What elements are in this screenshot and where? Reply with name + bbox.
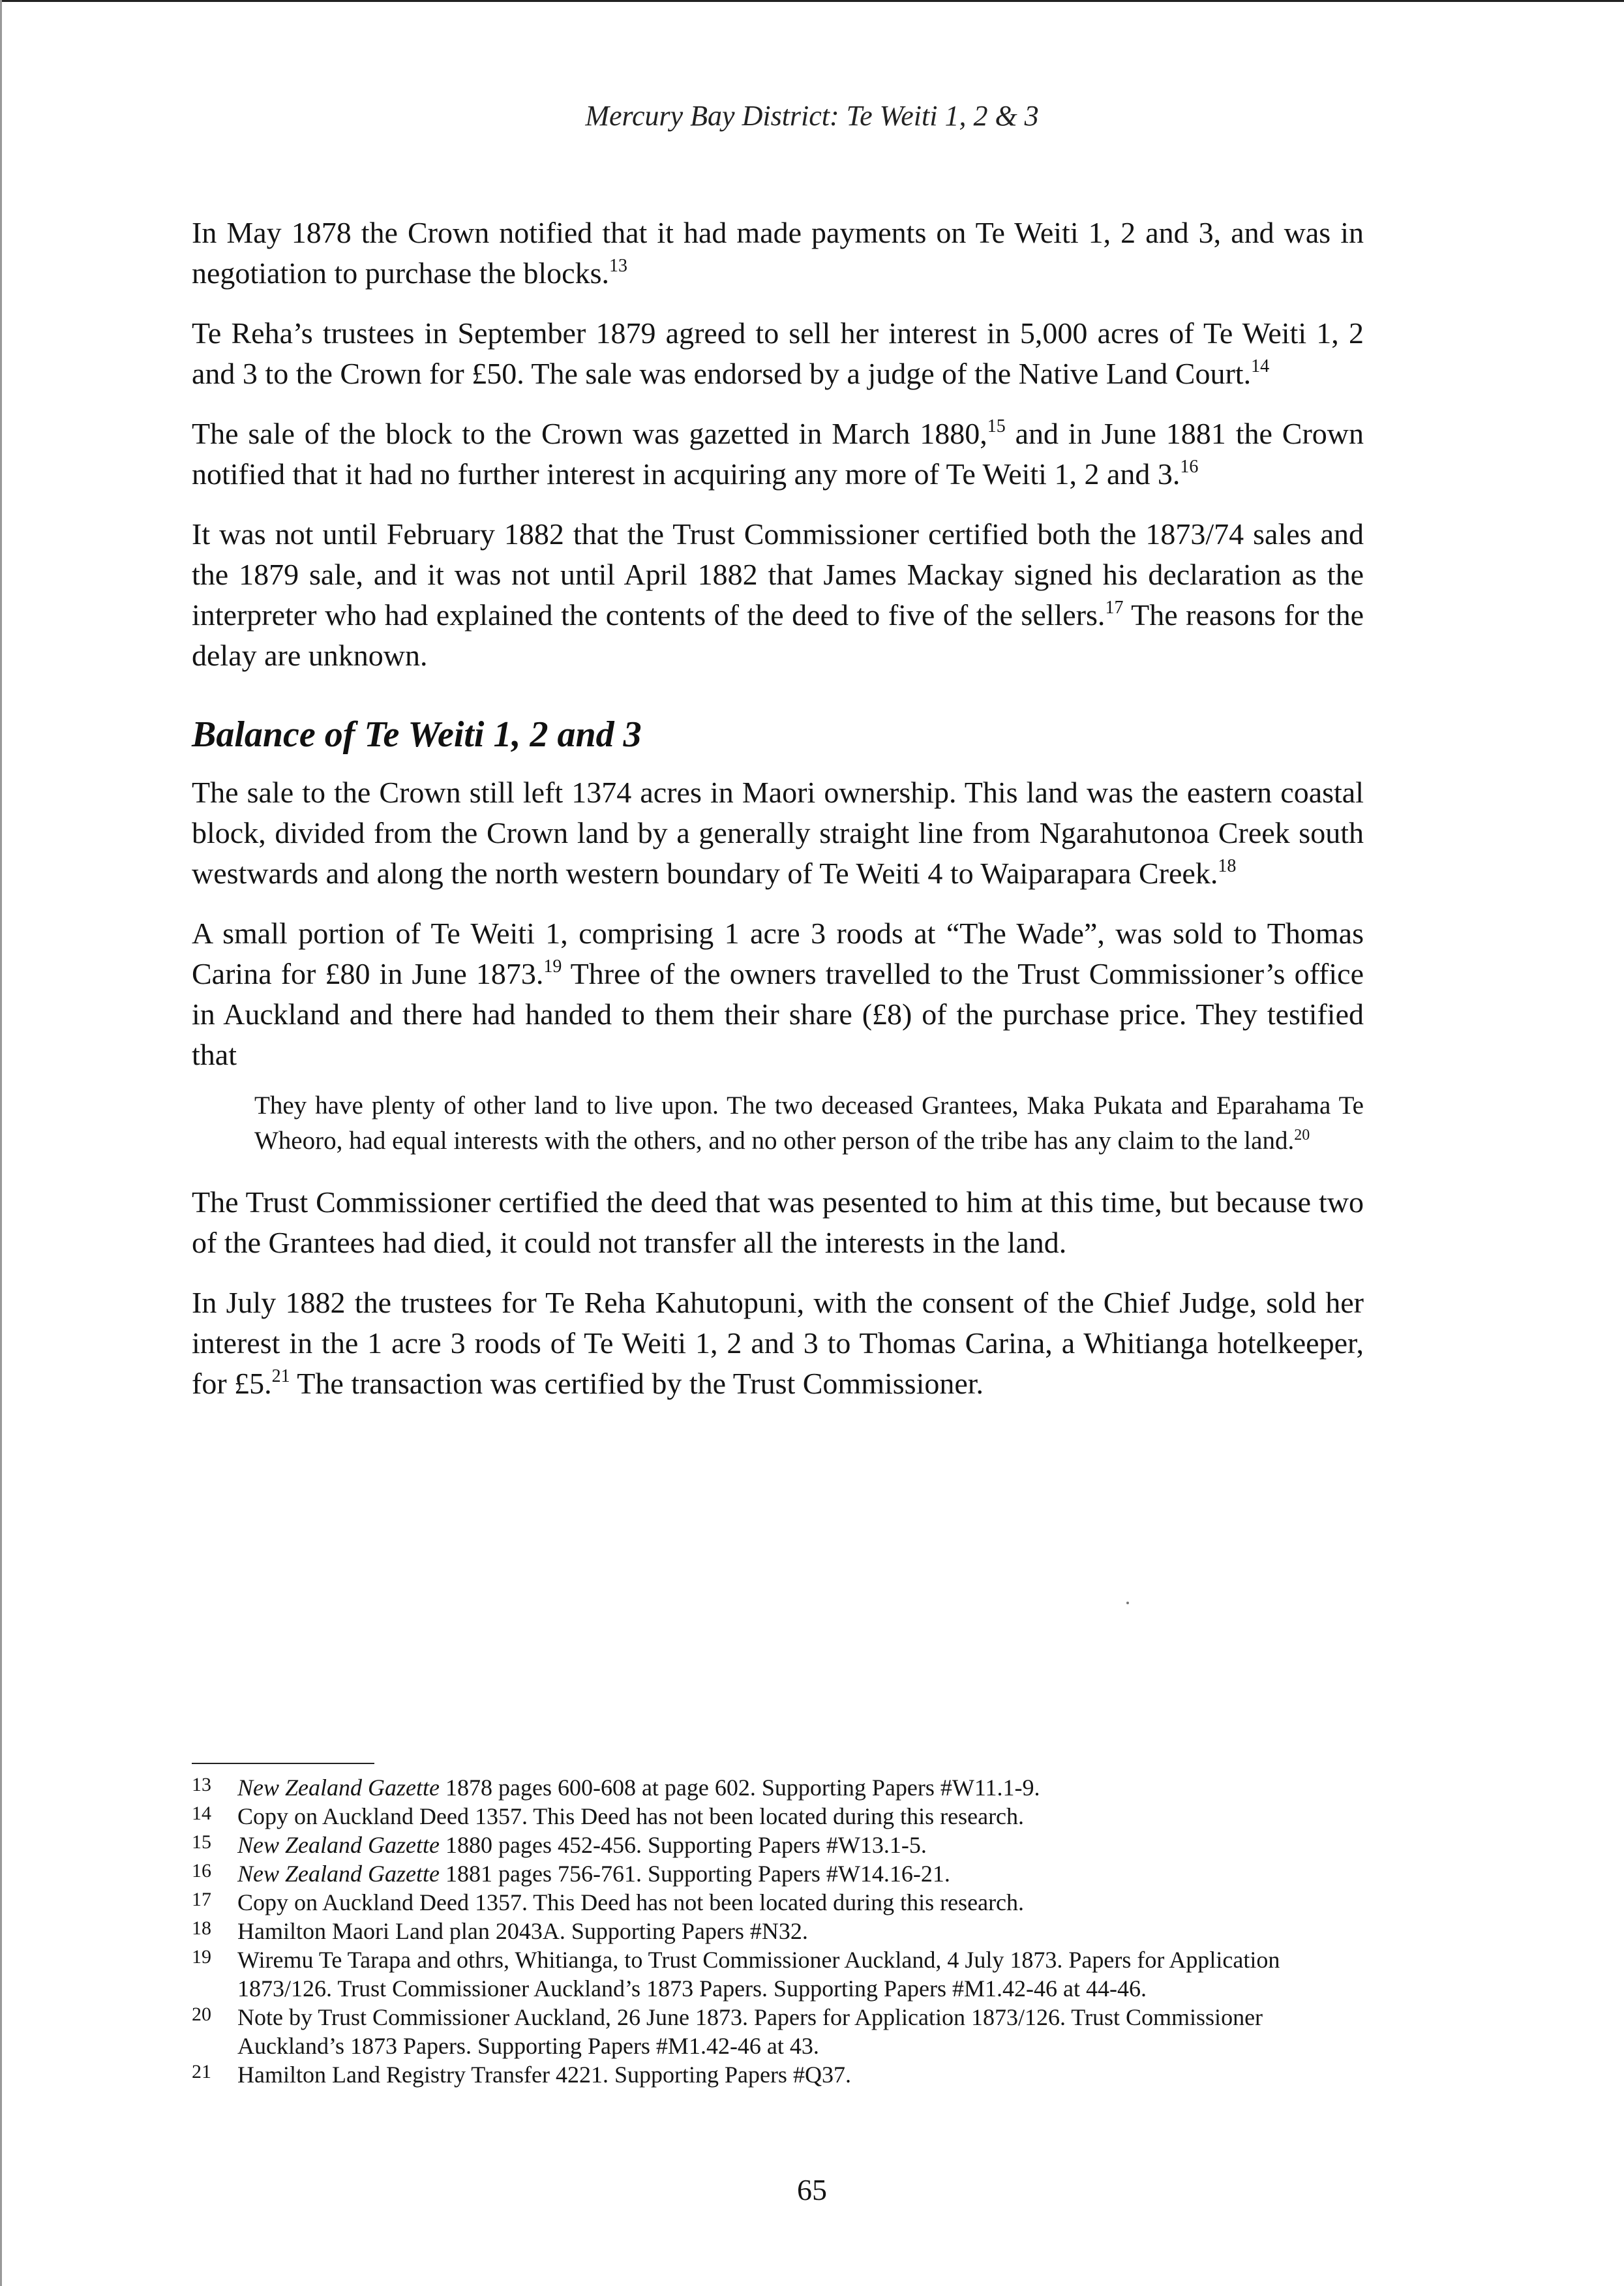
block-quote: They have plenty of other land to live upon. The two deceased Grantees, Maka Pukata and Eparahama Te Wheoro, had equal interests with the others, and no other person of the tribe has any claim to the land.$^{20}$: [254, 1091, 1364, 1155]
page-number: 65: [797, 2173, 827, 2206]
footnote-17: 17 Copy on Auckland Deed 1357. This Deed has not been located during this research.: [192, 1889, 1025, 1915]
top-border: [0, 0, 1624, 2]
paragraph-6: A small portion of Te Weiti 1, comprising 1 acre 3 roods at “The Wade”, was sold to Thomas Carina for £80 in June 1873.19 Three of the owners travelled to the Trust Commissioner’s office in Auckland and there had handed to them their share (£8) of the purchase price. They testified that: [192, 917, 1364, 1071]
footnote-ref-15[interactable]: 15: [987, 416, 1006, 436]
footnote-13: 13 New Zealand Gazette 1878 pages 600-608 at page 602. Supporting Papers #W11.1-9.: [192, 1774, 1040, 1801]
footnote-19: 19 Wiremu Te Tarapa and othrs, Whitianga, to Trust Commissioner Auckland, 4 July 1873. Papers for Application 1873/126. Trust Commissioner Auckland’s 1873 Papers. Supporting Papers #M1.42-46 at 44-46.: [192, 1946, 1280, 2002]
footnote-ref-13[interactable]: 13: [609, 256, 628, 276]
left-border: [0, 0, 2, 2286]
footnote-ref-21[interactable]: 21: [271, 1366, 290, 1386]
footnote-15: 15 New Zealand Gazette 1880 pages 452-456. Supporting Papers #W13.1-5.: [192, 1831, 927, 1858]
paragraph-7: The Trust Commissioner certified the deed that was pesented to him at this time, but because two of the Grantees had died, it could not transfer all the interests in the land.: [192, 1185, 1364, 1259]
paragraph-2: Te Reha’s trustees in September 1879 agreed to sell her interest in 5,000 acres of Te Weiti 1, 2 and 3 to the Crown for £50. The sale was endorsed by a judge of the Native Land Court.$^{14}$: [192, 316, 1364, 390]
footnote-18: 18 Hamilton Maori Land plan 2043A. Supporting Papers #N32.: [192, 1917, 808, 1944]
paragraph-5: The sale to the Crown still left 1374 acres in Maori ownership. This land was the eastern coastal block, divided from the Crown land by a generally straight line from Ngarahutonoa Creek south westwards and along the north western boundary of Te Weiti 4 to Waiparapara Creek.$^{18}$: [192, 776, 1364, 890]
section-heading: Balance of Te Weiti 1, 2 and 3: [192, 714, 642, 755]
paragraph-1: In May 1878 the Crown notified that it had made payments on Te Weiti 1, 2 and 3, and was in negotiation to purchase the blocks.$^{13}$: [192, 216, 1364, 290]
paragraph-8: In July 1882 the trustees for Te Reha Kahutopuni, with the consent of the Chief Judge, sold her interest in the 1 acre 3 roods of Te Weiti 1, 2 and 3 to Thomas Carina, a Whitianga hotelkeeper, for £5.21 The transaction was certified by the Trust Commissioner.: [192, 1286, 1364, 1400]
footnote-ref-14[interactable]: 14: [1251, 356, 1270, 376]
footnote-20: 20 Note by Trust Commissioner Auckland, 26 June 1873. Papers for Application 1873/126. Trust Commissioner Auckland’s 1873 Papers. Supporting Papers #M1.42-46 at 43.: [192, 2004, 1263, 2059]
footnote-ref-20[interactable]: 20: [1294, 1127, 1310, 1144]
footnote-ref-17[interactable]: 17: [1105, 598, 1124, 618]
paragraph-4: It was not until February 1882 that the Trust Commissioner certified both the 1873/74 sales and the 1879 sale, and it was not until April 1882 that James Mackay signed his declaration as the interpreter who had explained the contents of the deed to five of the sellers.$^{17}$ The reasons for the delay are unknown.: [192, 517, 1364, 672]
scan-speck: [1126, 1602, 1129, 1604]
footnotes: [192, 1773, 1366, 2089]
footnote-rule: [192, 1763, 374, 1764]
footnote-ref-18[interactable]: 18: [1218, 856, 1237, 876]
footnote-16: 16 New Zealand Gazette 1881 pages 756-761. Supporting Papers #W14.16-21.: [192, 1860, 950, 1887]
footnote-ref-19[interactable]: 19: [543, 956, 562, 977]
footnote-21: 21 Hamilton Land Registry Transfer 4221. Supporting Papers #Q37.: [192, 2061, 851, 2088]
footnote-14: 14 Copy on Auckland Deed 1357. This Deed has not been located during this research.: [192, 1803, 1025, 1829]
footnote-ref-16[interactable]: 16: [1180, 457, 1199, 477]
main-text: [192, 213, 1364, 1424]
paragraph-3: The sale of the block to the Crown was gazetted in March 1880,15 and in June 1881 the Crown notified that it had no further interest in acquiring any more of Te Weiti 1, 2 and 3.16: [192, 416, 1364, 491]
running-header: Mercury Bay District: Te Weiti 1, 2 & 3: [585, 100, 1039, 132]
